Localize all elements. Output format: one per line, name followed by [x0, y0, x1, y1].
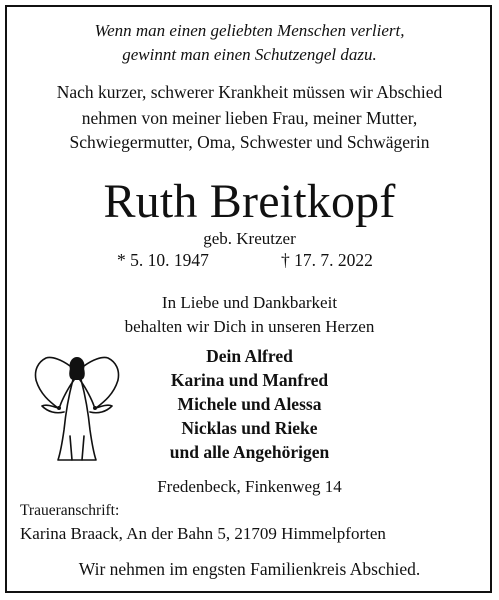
- quote-line-1: Wenn man einen geliebten Menschen verliert,: [94, 21, 405, 40]
- death-date: † 17. 7. 2022: [281, 250, 373, 270]
- family-line-3: Michele und Alessa: [177, 394, 322, 414]
- intro-line-3: Schwiegermutter, Oma, Schwester und Schwägerin: [69, 132, 430, 152]
- family-line-5: und alle Angehörigen: [169, 442, 330, 462]
- family-line-1: Dein Alfred: [206, 346, 293, 366]
- thanks-line-1: In Liebe und Dankbarkeit: [161, 293, 338, 312]
- thanks-line-2: behalten wir Dich in unseren Herzen: [124, 317, 375, 336]
- intro-line-2: nehmen von meiner lieben Frau, meiner Mutter,: [81, 108, 418, 128]
- family-line-4: Nicklas und Rieke: [181, 418, 318, 438]
- deceased-name: Ruth Breitkopf: [103, 175, 396, 228]
- dates-row: [0, 252, 499, 272]
- birth-name: geb. Kreutzer: [203, 229, 296, 248]
- mourning-address: Karina Braack, An der Bahn 5, 21709 Himmelpforten: [20, 524, 386, 543]
- closing-line: Wir nehmen im engsten Familienkreis Abschied.: [78, 559, 421, 579]
- intro-line-1: Nach kurzer, schwerer Krankheit müssen wir Abschied: [56, 82, 443, 102]
- quote-line-2: gewinnt man einen Schutzengel dazu.: [122, 45, 377, 64]
- mourning-address-label: Traueranschrift:: [20, 502, 120, 519]
- family-line-2: Karina und Manfred: [170, 370, 329, 390]
- location: Fredenbeck, Finkenweg 14: [157, 477, 342, 496]
- birth-date: * 5. 10. 1947: [117, 250, 209, 270]
